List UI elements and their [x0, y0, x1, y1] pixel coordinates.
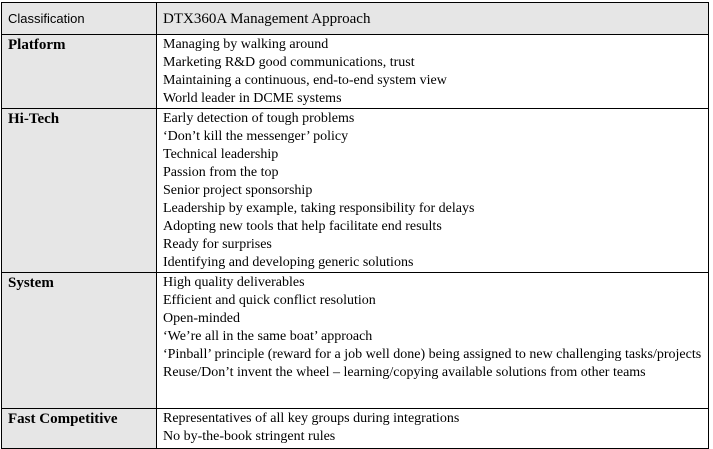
category-hi-tech: Hi-Tech — [2, 109, 157, 273]
list-item: Passion from the top — [163, 165, 279, 180]
approach-cell-hi-tech — [157, 109, 709, 273]
list-item: Open-minded — [163, 311, 240, 326]
list-item: Representatives of all key groups during integrations — [163, 411, 460, 426]
list-item: Managing by walking around — [163, 37, 329, 52]
list-item: Marketing R&D good communications, trust — [163, 55, 415, 70]
header-approach: DTX360A Management Approach — [157, 3, 709, 35]
table-row — [2, 409, 709, 449]
approach-cell-system — [157, 273, 709, 409]
approach-cell-platform — [157, 35, 709, 109]
list-item: Reuse/Don’t invent the wheel – learning/copying available solutions from other teams — [163, 365, 646, 380]
list-item: ‘Pinball’ principle (reward for a job well done) being assigned to new challenging tasks/projects — [163, 347, 702, 362]
list-item: World leader in DCME systems — [163, 91, 342, 106]
list-item: Identifying and developing generic solutions — [163, 255, 414, 270]
list-item: ‘We’re all in the same boat’ approach — [163, 329, 373, 344]
list-item: Ready for surprises — [163, 237, 272, 252]
category-system: System — [2, 273, 157, 409]
header-classification: Classification — [2, 3, 157, 35]
list-item: Technical leadership — [163, 147, 279, 162]
list-item: ‘Don’t kill the messenger’ policy — [163, 129, 349, 144]
list-item: No by-the-book stringent rules — [163, 429, 336, 444]
table-row — [2, 273, 709, 409]
category-platform: Platform — [2, 35, 157, 109]
management-approach-table — [1, 2, 709, 449]
list-item: Maintaining a continuous, end-to-end system view — [163, 73, 447, 88]
header-row — [2, 3, 709, 35]
approach-cell-fast-competitive — [157, 409, 709, 449]
table-row — [2, 35, 709, 109]
list-item: Senior project sponsorship — [163, 183, 313, 198]
list-item: Early detection of tough problems — [163, 111, 355, 126]
list-item: High quality deliverables — [163, 275, 305, 290]
list-item: Adopting new tools that help facilitate end results — [163, 219, 442, 234]
list-item: Leadership by example, taking responsibility for delays — [163, 201, 475, 216]
list-item: Efficient and quick conflict resolution — [163, 293, 376, 308]
table-row — [2, 109, 709, 273]
category-fast-competitive: Fast Competitive — [2, 409, 157, 449]
